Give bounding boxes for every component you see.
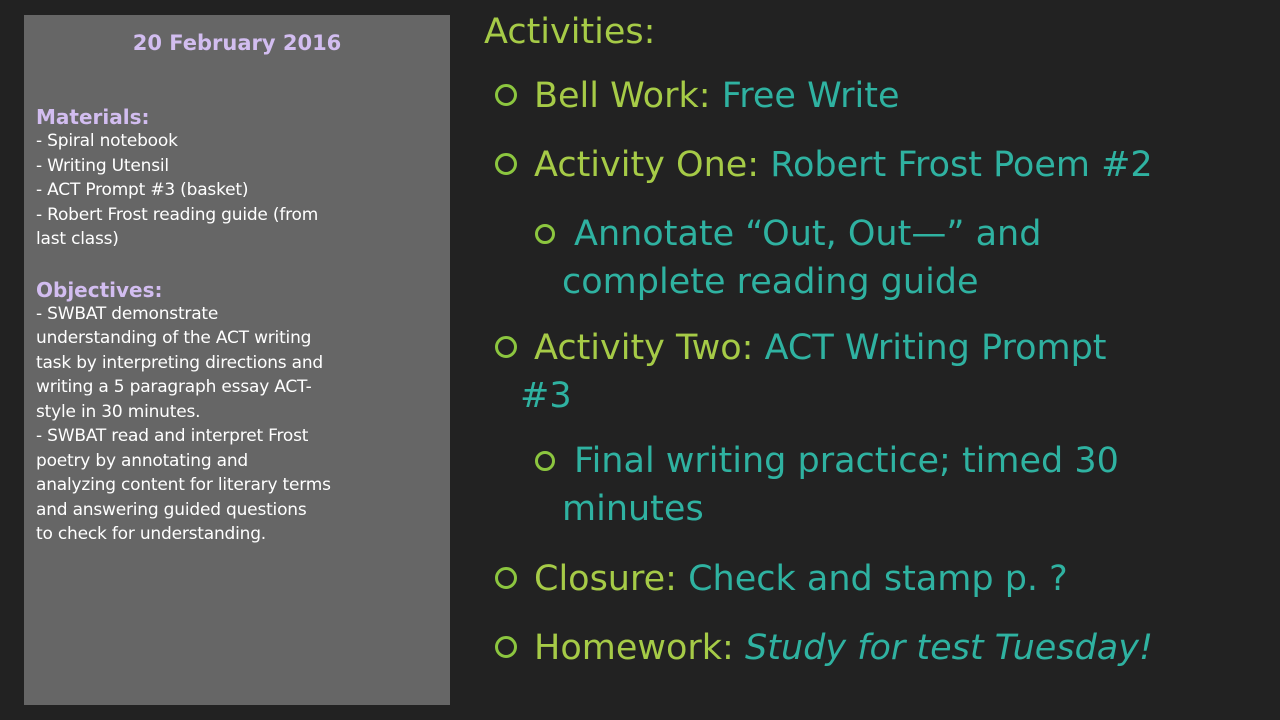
ring-bullet-icon [495,567,517,589]
bell-work-item [480,72,1270,120]
activity-two-label: Activity Two: [534,328,754,368]
closure-label: Closure: [534,559,677,599]
bell-work-value: Free Write [721,76,900,116]
objectives-heading: Objectives: [36,277,163,302]
ring-bullet-icon [495,153,517,175]
materials-item: - Spiral notebook [36,131,178,151]
ring-bullet-icon [495,636,517,658]
objectives-line: poetry by annotating and [36,450,249,471]
objectives-list [36,302,438,547]
ring-bullet-icon [535,451,555,471]
objectives-line: writing a 5 paragraph essay ACT- [36,377,312,397]
activity-one-sub-line2: complete reading guide [562,262,979,302]
objectives-line: understanding of the ACT writing [36,328,312,348]
activity-two-sub-line2: minutes [562,489,704,529]
ring-bullet-icon [535,224,555,244]
activity-one-value: Robert Frost Poem #2 [770,145,1153,185]
activity-two-sub-line1: Final writing practice; timed 30 [574,441,1119,481]
materials-item: - ACT Prompt #3 (basket) [36,180,249,200]
activity-one-subitem [480,210,1270,306]
activities-title: Activities: [484,12,656,52]
materials-list [36,129,438,252]
materials-item: last class) [36,229,119,249]
objectives-line: to check for understanding. [36,524,267,544]
closure-item [480,555,1270,603]
homework-label: Homework: [534,628,734,668]
materials-item: - Robert Frost reading guide (from [36,204,319,225]
ring-bullet-icon [495,336,517,358]
materials-heading: Materials: [36,105,150,129]
objectives-line: analyzing content for literary terms [36,475,331,495]
activity-two-value-line1: ACT Writing Prompt [764,328,1107,368]
homework-item [480,624,1270,672]
objectives-line: - SWBAT demonstrate [36,303,219,324]
lesson-date: 20 February 2016 [132,31,342,55]
activity-two-subitem [480,437,1270,533]
objectives-line: and answering guided questions [36,499,307,520]
lesson-info-panel [24,15,450,705]
activities-content [480,8,1270,693]
objectives-line: task by interpreting directions and [36,352,324,373]
materials-item: - Writing Utensil [36,155,169,176]
ring-bullet-icon [495,84,517,106]
bell-work-label: Bell Work: [534,76,711,116]
homework-value: Study for test Tuesday! [745,628,1153,668]
activity-two-value-line2: #3 [520,376,572,416]
objectives-line: - SWBAT read and interpret Frost [36,426,309,446]
activity-one-sub-line1: Annotate “Out, Out—” and [574,214,1042,254]
objectives-line: style in 30 minutes. [36,401,201,422]
activity-two-item [480,324,1270,420]
activity-one-item [480,141,1270,189]
closure-value: Check and stamp p. ? [688,559,1068,599]
activity-one-label: Activity One: [534,145,760,185]
